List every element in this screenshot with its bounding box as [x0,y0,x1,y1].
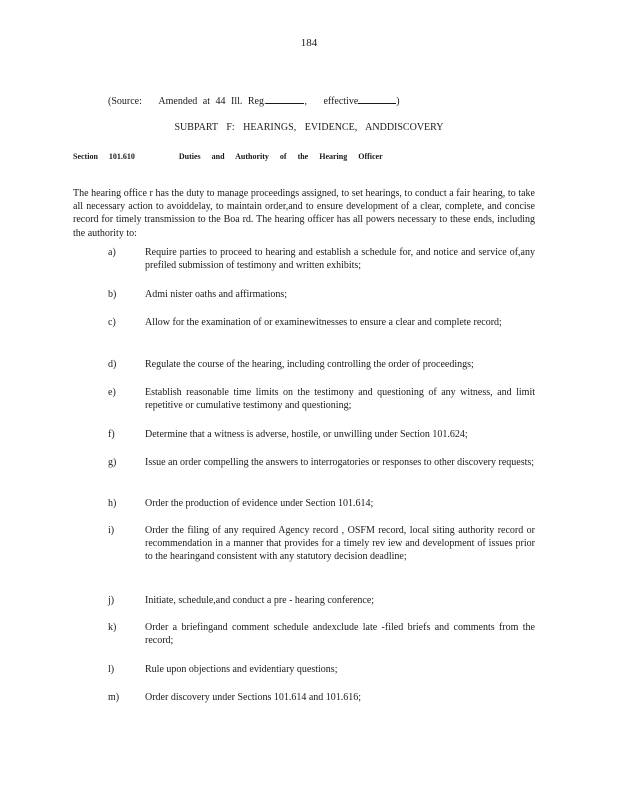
item-letter: d) [108,359,117,370]
item-letter: l) [108,664,115,675]
item-letter: b) [108,289,117,300]
item-text: Determine that a witness is adverse, hostile, or unwilling under Section 101.624; [145,429,468,440]
source-note: (Source: Amended at 44 Ill. Reg. , effective ) [108,96,400,107]
intro-paragraph: The hearing office r has the duty to manage proceedings assigned, to set hearings, to conduct a fair hearing, to take all necessary action to avoiddelay, to maintain order,and to ensure development of a clear, complete, and concise record for timely transmission to the Boa rd. The hearing officer has all powers necessary to these ends, including the authority to: [73,188,535,239]
item-text: Initiate, schedule,and conduct a pre - hearing conference; [145,595,375,606]
register-blank [266,94,304,104]
section-number: Section 101.610 [73,152,135,161]
item-letter: c) [108,317,116,328]
item-letter: m) [108,692,120,703]
item-text: Issue an order compelling the answers to interrogatories or responses to other discovery requests; [145,457,535,468]
section-title: Duties and Authority of the Hearing Officer [178,152,383,161]
subpart-title: SUBPART F: HEARINGS, EVIDENCE, ANDDISCOVERY [174,122,444,133]
item-text: Order the filing of any required Agency record , OSFM record, local siting authority record or recommendation in a manner that provides for a timely rev iew and development of issues prior to the hearingand consistent with any statutory decision deadline; [145,525,535,563]
page-number: 184 [300,37,318,49]
item-text: Order the production of evidence under Section 101.614; [145,498,374,509]
item-letter: a) [108,247,116,258]
section-heading [73,152,383,161]
item-letter: e) [108,387,116,398]
effective-date-blank [358,94,396,104]
source-amended: Amended at 44 Ill. Reg. [158,96,267,107]
item-text: Admi nister oaths and affirmations; [145,289,288,300]
source-effective: effective [323,96,359,107]
item-letter: h) [108,498,117,509]
item-text: Rule upon objections and evidentiary questions; [145,664,338,675]
source-prefix: (Source: [108,96,142,107]
item-text: Require parties to proceed to hearing and establish a schedule for, and notice and service of,any prefiled submission of testimony and written exhibits; [145,247,535,272]
item-text: Order discovery under Sections 101.614 and 101.616; [145,692,362,703]
item-letter: j) [108,595,115,606]
item-text: Regulate the course of the hearing, including controlling the order of proceedings; [145,359,474,370]
item-letter: g) [108,457,117,468]
source-suffix: ) [396,96,400,107]
item-letter: k) [108,622,117,633]
item-letter: f) [108,429,115,440]
item-letter: i) [108,525,115,536]
item-text: Allow for the examination of or examinewitnesses to ensure a clear and complete record; [145,317,502,328]
item-text: Order a briefingand comment schedule andexclude late -filed briefs and comments from the record; [145,622,535,647]
item-text: Establish reasonable time limits on the testimony and questioning of any witness, and limit repetitive or cumulative testimony and questioning; [145,387,535,412]
